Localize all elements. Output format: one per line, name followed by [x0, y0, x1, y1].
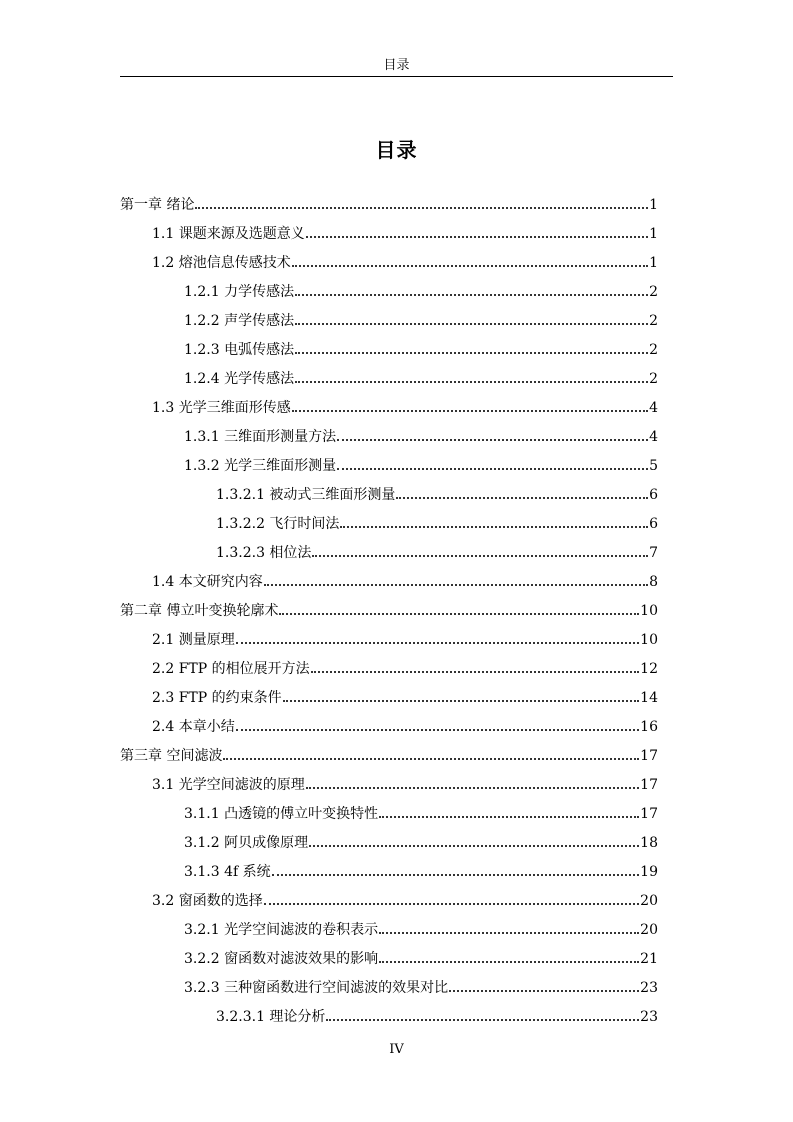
toc-entry-page: 1 [649, 197, 658, 213]
toc-dot-leader [272, 874, 640, 876]
toc-entry-page: 21 [640, 951, 658, 967]
toc-entry[interactable] [120, 511, 658, 540]
toc-entry-page: 23 [640, 980, 658, 996]
toc-dot-leader [379, 932, 639, 934]
toc-dot-leader [326, 1019, 639, 1021]
toc-entry-label: 2.1 测量原理 [152, 632, 235, 648]
toc-entry-page: 23 [640, 1009, 658, 1025]
toc-dot-leader [312, 555, 648, 557]
toc-entry[interactable] [120, 395, 658, 424]
toc-dot-leader [306, 787, 639, 789]
toc-entry[interactable] [120, 830, 658, 859]
toc-dot-leader [236, 642, 639, 644]
toc-entry-label: 1.2.4 光学传感法 [184, 371, 295, 387]
toc-entry-page: 20 [640, 893, 658, 909]
toc-entry[interactable] [120, 656, 658, 685]
toc-entry-page: 16 [640, 719, 658, 735]
toc-dot-leader [292, 265, 648, 267]
toc-entry[interactable] [120, 859, 658, 888]
toc-dot-leader [195, 207, 648, 209]
toc-dot-leader [295, 352, 648, 354]
toc-dot-leader [279, 613, 639, 615]
toc-dot-leader [223, 758, 639, 760]
toc-entry-page: 17 [640, 748, 658, 764]
toc-entry[interactable] [120, 772, 658, 801]
toc-entry-label: 1.2.1 力学传感法 [184, 284, 295, 300]
toc-entry-label: 1.2 熔池信息传感技术 [152, 255, 291, 271]
toc-entry-label: 1.2.2 声学传感法 [184, 313, 295, 329]
toc-entry[interactable] [120, 1004, 658, 1033]
toc-entry-page: 4 [649, 400, 658, 416]
toc-entry-label: 3.1 光学空间滤波的原理 [152, 777, 305, 793]
toc-entry-label: 3.2 窗函数的选择 [152, 893, 263, 909]
toc-dot-leader [236, 729, 639, 731]
toc-dot-leader [264, 903, 639, 905]
toc-entry-page: 1 [649, 226, 658, 242]
toc-entry[interactable] [120, 424, 658, 453]
toc-entry-page: 17 [640, 806, 658, 822]
toc-entry[interactable] [120, 308, 658, 337]
toc-entry[interactable] [120, 482, 658, 511]
toc-entry[interactable] [120, 453, 658, 482]
toc-entry[interactable] [120, 714, 658, 743]
table-of-contents [120, 192, 658, 1033]
running-header: 目录 [383, 58, 410, 73]
toc-entry-page: 6 [649, 487, 658, 503]
toc-entry-label: 3.2.2 窗函数对滤波效果的影响 [184, 951, 379, 967]
toc-entry-label: 1.3 光学三维面形传感 [152, 400, 291, 416]
toc-entry-label: 2.2 FTP 的相位展开方法 [152, 661, 310, 677]
toc-dot-leader [295, 323, 648, 325]
toc-entry[interactable] [120, 250, 658, 279]
toc-entry[interactable] [120, 801, 658, 830]
toc-entry-page: 14 [640, 690, 658, 706]
toc-dot-leader [340, 526, 648, 528]
toc-entry[interactable] [120, 917, 658, 946]
toc-title: 目录 [375, 138, 418, 162]
toc-entry[interactable] [120, 946, 658, 975]
toc-entry-page: 10 [640, 603, 658, 619]
toc-entry-page: 20 [640, 922, 658, 938]
toc-entry-label: 3.1.1 凸透镜的傅立叶变换特性 [184, 806, 379, 822]
toc-entry-page: 2 [649, 313, 658, 329]
toc-entry[interactable] [120, 540, 658, 569]
toc-entry[interactable] [120, 627, 658, 656]
toc-entry-label: 1.1 课题来源及选题意义 [152, 226, 305, 242]
toc-entry-label: 1.3.1 三维面形测量方法 [184, 429, 337, 445]
toc-entry-label: 第三章 空间滤波 [120, 748, 223, 764]
toc-entry-label: 1.3.2.2 飞行时间法 [216, 516, 340, 532]
toc-entry-label: 1.4 本文研究内容 [152, 574, 263, 590]
toc-entry-label: 1.3.2.3 相位法 [216, 545, 312, 561]
toc-entry-label: 1.3.2.1 被动式三维面形测量 [216, 487, 396, 503]
toc-entry-label: 3.2.1 光学空间滤波的卷积表示 [184, 922, 379, 938]
toc-entry-page: 8 [649, 574, 658, 590]
toc-entry-page: 10 [640, 632, 658, 648]
toc-entry[interactable] [120, 279, 658, 308]
toc-entry-page: 2 [649, 371, 658, 387]
toc-entry[interactable] [120, 366, 658, 395]
toc-entry[interactable] [120, 337, 658, 366]
toc-entry[interactable] [120, 975, 658, 1004]
toc-entry[interactable] [120, 192, 658, 221]
toc-dot-leader [379, 961, 639, 963]
toc-dot-leader [292, 410, 648, 412]
toc-entry-label: 3.2.3.1 理论分析 [216, 1009, 326, 1025]
toc-dot-leader [306, 236, 648, 238]
toc-dot-leader [311, 671, 640, 673]
toc-entry[interactable] [120, 569, 658, 598]
toc-entry-page: 2 [649, 342, 658, 358]
toc-entry-page: 12 [640, 661, 658, 677]
toc-entry[interactable] [120, 598, 658, 627]
header-rule [120, 76, 673, 77]
toc-entry-page: 1 [649, 255, 658, 271]
toc-entry-page: 17 [640, 777, 658, 793]
toc-dot-leader [396, 497, 648, 499]
toc-entry-label: 2.3 FTP 的约束条件 [152, 690, 282, 706]
toc-dot-leader [295, 294, 648, 296]
toc-entry-label: 3.1.2 阿贝成像原理 [184, 835, 309, 851]
toc-entry[interactable] [120, 221, 658, 250]
toc-entry-label: 3.1.3 4f 系统 [184, 864, 271, 880]
toc-dot-leader [379, 816, 639, 818]
toc-dot-leader [449, 990, 639, 992]
toc-entry[interactable] [120, 743, 658, 772]
toc-entry-page: 5 [649, 458, 658, 474]
toc-entry[interactable] [120, 685, 658, 714]
toc-dot-leader [337, 468, 648, 470]
toc-entry-page: 7 [649, 545, 658, 561]
toc-dot-leader [295, 381, 648, 383]
toc-entry-label: 3.2.3 三种窗函数进行空间滤波的效果对比 [184, 980, 449, 996]
toc-entry-label: 1.2.3 电弧传感法 [184, 342, 295, 358]
toc-entry-label: 2.4 本章小结 [152, 719, 235, 735]
toc-dot-leader [283, 700, 640, 702]
toc-entry-label: 第二章 傅立叶变换轮廓术 [120, 603, 279, 619]
toc-dot-leader [337, 439, 648, 441]
toc-entry-page: 4 [649, 429, 658, 445]
toc-dot-leader [309, 845, 639, 847]
page-number: IV [389, 1042, 404, 1057]
toc-entry-page: 6 [649, 516, 658, 532]
toc-entry-page: 2 [649, 284, 658, 300]
toc-entry-label: 第一章 绪论 [120, 197, 195, 213]
toc-entry-page: 18 [640, 835, 658, 851]
toc-entry-label: 1.3.2 光学三维面形测量 [184, 458, 337, 474]
toc-dot-leader [264, 584, 648, 586]
toc-entry-page: 19 [640, 864, 658, 880]
toc-entry[interactable] [120, 888, 658, 917]
